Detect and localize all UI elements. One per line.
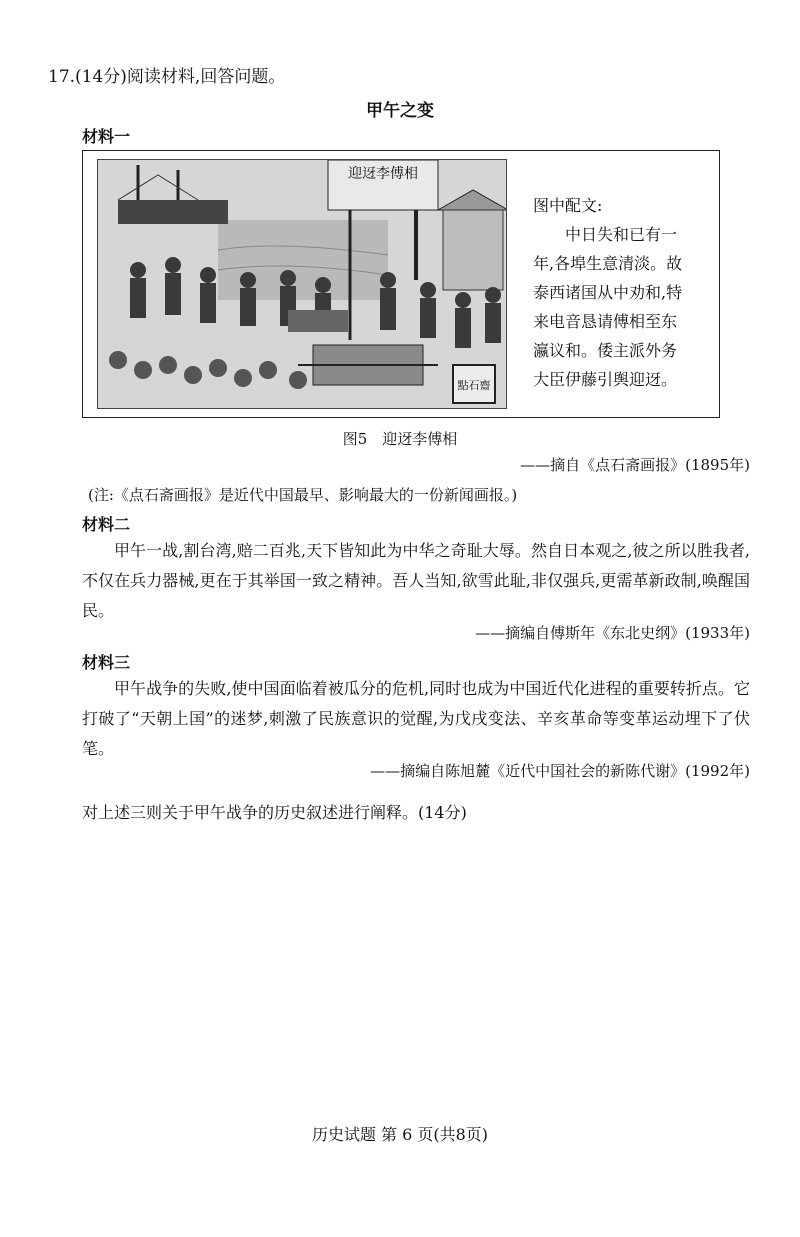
caption-line: 来电音恳请傅相至东 xyxy=(533,312,678,331)
page-footer: 历史试题 第 6 页(共8页) xyxy=(311,1125,489,1144)
material3-label: 材料三 xyxy=(82,653,131,672)
caption-line: 泰西诸国从中劝和,特 xyxy=(533,283,683,302)
material2-text: 甲午一战,割台湾,赔二百兆,天下皆知此为中华之奇耻大辱。然自日本观之,彼之所以胜我者,不仅在兵力器械,更在于其举国一致之精神。吾人当知,欲雪此耻,非仅强兵,更需革新政制,唤醒国民。 xyxy=(82,541,750,620)
caption-line: 大臣伊藤引舆迎迓。 xyxy=(533,370,678,389)
caption-line: 中日失和已有一 xyxy=(565,225,678,244)
material3-text: 甲午战争的失败,使中国面临着被瓜分的危机,同时也成为中国近代化进程的重要转折点。它打破了“天朝上国”的迷梦,刺激了民族意识的觉醒,为戊戌变法、辛亥革命等变革运动埋下了伏笔。 xyxy=(82,679,750,758)
material1-source: ——摘自《点石斋画报》(1895年) xyxy=(520,456,750,474)
material1-label: 材料一 xyxy=(82,127,131,146)
question-header: 17.(14分)阅读材料,回答问题。 xyxy=(48,67,286,87)
material2-source: ——摘编自傅斯年《东北史纲》(1933年) xyxy=(475,624,750,642)
question-title: 甲午之变 xyxy=(366,101,434,121)
figure-frame xyxy=(82,150,720,418)
task-prompt: 对上述三则关于甲午战争的历史叙述进行阐释。(14分) xyxy=(82,803,467,822)
engraving-drawing xyxy=(98,160,507,409)
material2-label: 材料二 xyxy=(82,515,131,534)
material1-note: (注:《点石斋画报》是近代中国最早、影响最大的一份新闻画报。) xyxy=(88,486,518,504)
engraving-illustration xyxy=(97,159,507,409)
figure-caption xyxy=(533,191,715,394)
caption-line: 年,各埠生意清淡。故 xyxy=(533,254,683,273)
caption-heading: 图中配文: xyxy=(533,196,603,215)
engraving-stamp: 點石齋 xyxy=(457,379,491,392)
caption-line: 瀛议和。倭主派外务 xyxy=(533,341,678,360)
figure-title: 图5 迎迓李傅相 xyxy=(342,430,458,448)
engraving-banner: 迎迓李傅相 xyxy=(348,166,418,182)
material3-source: ——摘编自陈旭麓《近代中国社会的新陈代谢》(1992年) xyxy=(370,762,750,780)
